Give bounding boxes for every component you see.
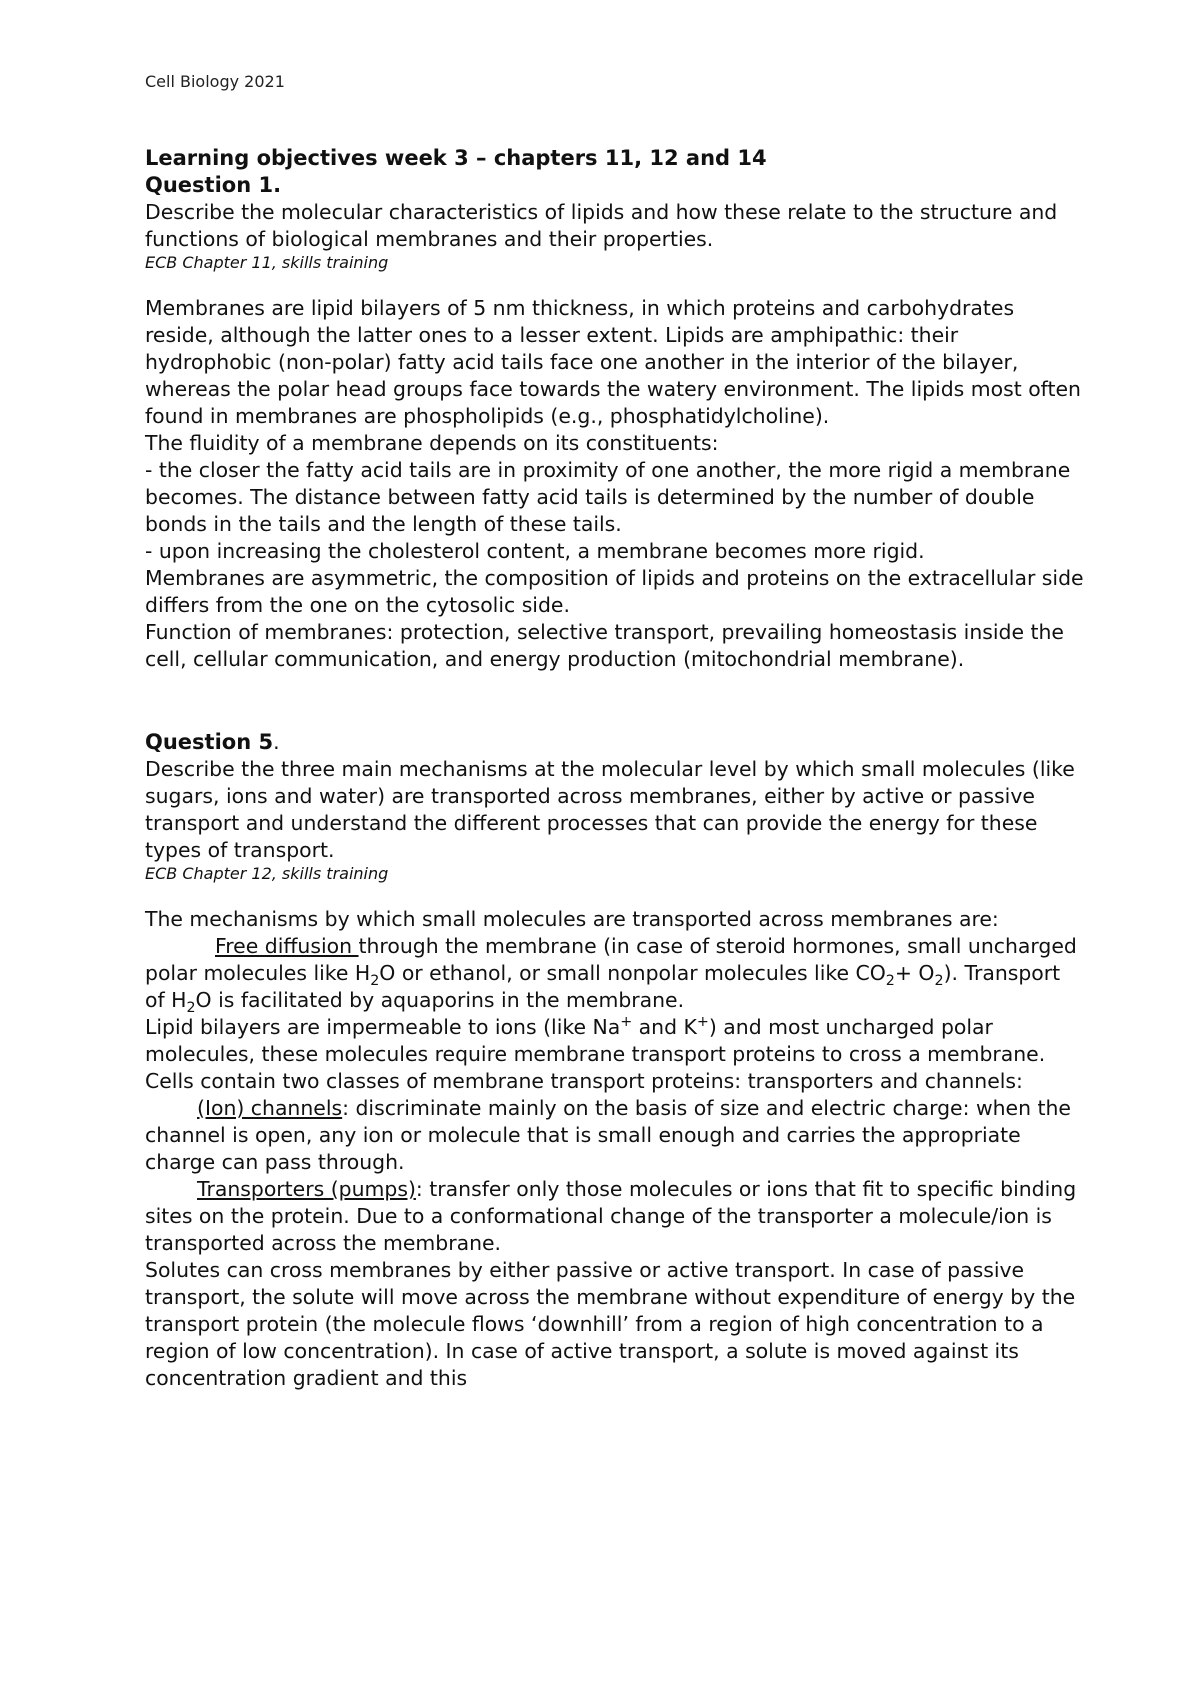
answer-1-paragraph: The fluidity of a membrane depends on its constituents: (145, 431, 719, 455)
lipid-bilayer-paragraph: Lipid bilayers are impermeable to ions (like Na+ and K+) and most uncharged polar molecules, these molecules require membrane transport proteins to cross a membrane. (145, 1014, 1046, 1066)
document-body (145, 145, 1085, 1392)
question-1-prompt: Describe the molecular characteristics of lipids and how these relate to the structure and functions of biological membranes and their properties. (145, 200, 1058, 251)
ion-channels-paragraph: (Ion) channels: discriminate mainly on the basis of size and electric charge: when the channel is open, any ion or molecule that is small enough and carries the appropriate charge can pass through. (145, 1096, 1071, 1174)
transporters-paragraph: Transporters (pumps): transfer only those molecules or ions that fit to specific binding sites on the protein. Due to a conformational change of the transporter a molecule/ion is transported across the membrane. (145, 1177, 1077, 1255)
ion-channels-term: (Ion) channels (197, 1096, 343, 1120)
document-title: Learning objectives week 3 – chapters 11, 12 and 14 (145, 146, 767, 170)
answer-1-paragraph: Membranes are asymmetric, the composition of lipids and proteins on the extracellular side differs from the one on the cytosolic side. (145, 566, 1084, 617)
answer-1-paragraph: - the closer the fatty acid tails are in proximity of one another, the more rigid a membrane becomes. The distance between fatty acid tails is determined by the number of double bonds in the tails and the length of these tails. (145, 458, 1071, 536)
question-5-heading: Question 5. (145, 730, 280, 754)
solutes-paragraph: Solutes can cross membranes by either passive or active transport. In case of passive transport, the solute will move across the membrane without expenditure of energy by the transport protein (the molecule flows ‘downhill’ from a region of high concentration to a region of low concentration). In case of active transport, a solute is moved against its concentration gradient and this (145, 1258, 1076, 1390)
free-diffusion-paragraph: Free diffusion through the membrane (in case of steroid hormones, small uncharged polar molecules like $H_2O$ or ethanol, or small nonpolar molecules like $CO_2+ O_2$). Transport of $H_2O$ is facilitated by aquaporins in the membrane. (145, 934, 1077, 1017)
question-1-reference: ECB Chapter 11, skills training (145, 253, 389, 272)
running-header: Cell Biology 2021 (145, 72, 285, 91)
question-5-reference: ECB Chapter 12, skills training (145, 864, 389, 883)
question-5-prompt: Describe the three main mechanisms at the molecular level by which small molecules (like sugars, ions and water) are transported across membranes, either by active or passive transport and understand the different processes that can provide the energy for these types of transport. (145, 757, 1075, 862)
free-diffusion-term: Free diffusion (215, 934, 359, 958)
question-1-heading: Question 1. (145, 173, 282, 197)
answer-1-paragraph: Function of membranes: protection, selective transport, prevailing homeostasis inside the cell, cellular communication, and energy production (mitochondrial membrane). (145, 620, 1064, 671)
transporters-term: Transporters (pumps) (197, 1177, 416, 1201)
question-1 (145, 172, 1085, 673)
transport-classes-paragraph: Cells contain two classes of membrane transport proteins: transporters and channels: (145, 1069, 1023, 1093)
answer-1-paragraph: Membranes are lipid bilayers of 5 nm thickness, in which proteins and carbohydrates reside, although the latter ones to a lesser extent. Lipids are amphipathic: their hydrophobic (non-polar) fatty acid tails face one another in the interior of the bilayer, whereas the polar head groups face towards the watery environment. The lipids most often found in membranes are phospholipids (e.g., phosphatidylcholine). (145, 296, 1081, 428)
answer-5-intro: The mechanisms by which small molecules are transported across membranes are: (145, 907, 999, 931)
answer-1-paragraph: - upon increasing the cholesterol content, a membrane becomes more rigid. (145, 539, 925, 563)
question-5 (145, 729, 1085, 1392)
